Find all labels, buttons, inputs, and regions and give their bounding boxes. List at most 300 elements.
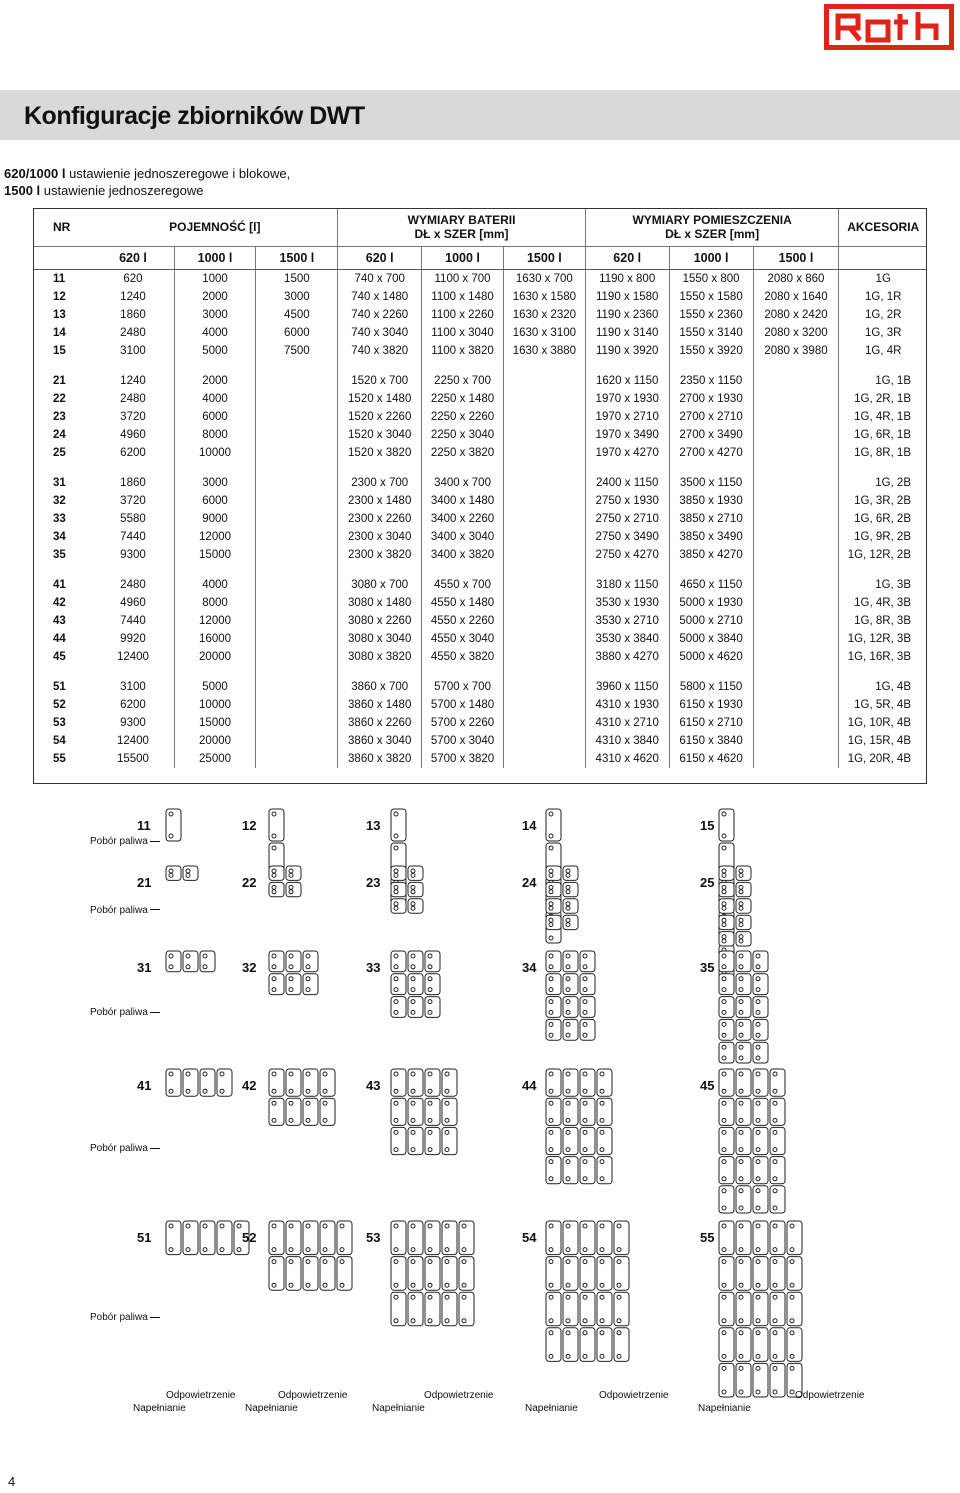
table-cell	[256, 426, 338, 444]
tank-shape	[166, 951, 181, 972]
tank-shape	[546, 882, 561, 896]
table-cell: 3080 x 3040	[338, 630, 422, 648]
table-cell: 2750 x 1930	[585, 492, 669, 510]
tank-shape	[286, 1221, 301, 1255]
tank-shape	[320, 1257, 335, 1291]
table-cell	[503, 546, 585, 564]
row-nr: 22	[53, 393, 66, 405]
diagram-label: 34	[522, 960, 537, 975]
tank-shape	[269, 809, 284, 841]
table-cell: 1100 x 3040	[422, 324, 504, 342]
tank-shape	[736, 866, 751, 880]
diagram-label: 31	[137, 960, 152, 975]
table-cell: 2000	[174, 372, 256, 390]
table-cell: 1G, 6R, 1B	[839, 426, 927, 444]
diagram-label: 54	[522, 1230, 537, 1245]
tank-shape	[719, 1157, 734, 1184]
tank-shape	[719, 1069, 734, 1096]
table-row	[33, 648, 927, 666]
fuel-draw-label	[90, 1312, 160, 1323]
table-cell: 1190 x 2360	[585, 306, 669, 324]
table-cell: 1G, 3B	[839, 576, 927, 594]
row-nr: 21	[53, 375, 66, 387]
table-cell: 1550 x 1580	[669, 288, 753, 306]
table-row	[33, 474, 927, 492]
table-cell: 3850 x 3490	[669, 528, 753, 546]
tank-shape	[303, 1257, 318, 1291]
tank-diagram	[545, 1068, 615, 1187]
table-cell: 4500	[256, 306, 338, 324]
arrow-icon	[150, 1317, 160, 1318]
table-cell: 12000	[174, 612, 256, 630]
arrow-icon	[150, 909, 160, 910]
table-cell: 4550 x 2260	[422, 612, 504, 630]
table-cell	[503, 732, 585, 750]
header-nr: NR	[33, 208, 92, 247]
tank-shape	[546, 1221, 561, 1255]
tank-shape	[320, 1098, 335, 1125]
table-cell: 3080 x 3820	[338, 648, 422, 666]
table-row	[33, 750, 927, 768]
table-cell: 20000	[174, 732, 256, 750]
tank-diagram	[545, 865, 581, 933]
tank-shape	[770, 1098, 785, 1125]
tank-shape	[770, 1221, 785, 1255]
diagram-label: 45	[700, 1078, 715, 1093]
table-cell: 2480	[120, 393, 146, 405]
table-cell: 1G, 1R	[839, 288, 927, 306]
table-cell: 1550 x 3140	[669, 324, 753, 342]
table-cell: 6000	[174, 408, 256, 426]
tank-shape	[546, 809, 561, 841]
tank-diagram	[390, 950, 443, 1020]
tank-shape	[217, 1069, 232, 1096]
table-row	[33, 372, 927, 390]
subheader-0: 620 l	[92, 247, 174, 270]
tank-shape	[719, 1221, 734, 1255]
table-cell: 740 x 3040	[338, 324, 422, 342]
tank-shape	[425, 974, 440, 995]
tank-shape	[736, 899, 751, 913]
tank-shape	[753, 974, 768, 995]
subtitle	[4, 165, 290, 199]
table-cell: 1100 x 2260	[422, 306, 504, 324]
table-cell: 3880 x 4270	[585, 648, 669, 666]
table-cell: 1G, 2R, 1B	[839, 390, 927, 408]
table-cell: 15500	[116, 753, 149, 765]
tank-shape	[391, 1292, 406, 1326]
table-cell	[753, 732, 839, 750]
group-gap	[33, 462, 927, 474]
table-cell	[753, 474, 839, 492]
subheader-6: 620 l	[585, 247, 669, 270]
row-nr: 41	[53, 579, 66, 591]
table-cell	[753, 696, 839, 714]
subheader-4: 1000 l	[422, 247, 504, 270]
tank-shape	[736, 1328, 751, 1362]
tank-shape	[770, 1363, 785, 1397]
tank-shape	[614, 1292, 629, 1326]
table-cell: 1G, 4R	[839, 342, 927, 360]
tank-shape	[563, 1292, 578, 1326]
diagram-label: 42	[242, 1078, 257, 1093]
tank-shape	[337, 1221, 352, 1255]
table-cell: 4960	[120, 429, 146, 441]
header-battery	[338, 208, 586, 247]
tank-diagram	[390, 1220, 477, 1329]
table-cell: 1G, 4R, 3B	[839, 594, 927, 612]
tank-shape	[425, 997, 440, 1018]
tank-shape	[563, 882, 578, 896]
tank-shape	[425, 1221, 440, 1255]
subtitle-line1-bold: 620/1000 l	[4, 166, 66, 181]
table-cell: 1G, 10R, 4B	[839, 714, 927, 732]
table-cell: 1100 x 3820	[422, 342, 504, 360]
table-cell: 7500	[256, 342, 338, 360]
table-cell: 2250 x 2260	[422, 408, 504, 426]
subheader-5: 1500 l	[503, 247, 585, 270]
tank-shape	[286, 1257, 301, 1291]
table-cell	[503, 750, 585, 768]
tank-shape	[546, 1328, 561, 1362]
tank-shape	[753, 1363, 768, 1397]
table-cell	[503, 372, 585, 390]
table-cell: 25000	[174, 750, 256, 768]
tank-shape	[408, 899, 423, 913]
tank-shape	[770, 1069, 785, 1096]
tank-shape	[719, 809, 734, 841]
tank-shape	[614, 1328, 629, 1362]
tank-shape	[787, 1221, 802, 1255]
table-cell	[503, 696, 585, 714]
table-cell: 1190 x 1580	[585, 288, 669, 306]
tank-shape	[546, 1019, 561, 1040]
table-cell: 2300 x 3040	[338, 528, 422, 546]
table-row	[33, 324, 927, 342]
tank-shape	[580, 1292, 595, 1326]
table-cell: 2250 x 3040	[422, 426, 504, 444]
table-cell: 4310 x 3840	[585, 732, 669, 750]
tank-shape	[183, 1221, 198, 1255]
subheader-7: 1000 l	[669, 247, 753, 270]
tank-shape	[166, 809, 181, 841]
table-cell: 3080 x 700	[338, 576, 422, 594]
tank-shape	[580, 951, 595, 972]
table-cell: 2000	[174, 288, 256, 306]
tank-shape	[391, 997, 406, 1018]
row-nr: 34	[53, 531, 66, 543]
vent-label: Odpowietrzenie	[599, 1390, 669, 1401]
table-cell: 1240	[120, 375, 146, 387]
tank-shape	[303, 1069, 318, 1096]
table-cell	[753, 408, 839, 426]
table-row	[33, 306, 927, 324]
table-cell: 15000	[174, 714, 256, 732]
table-cell	[503, 426, 585, 444]
row-nr: 14	[53, 327, 66, 339]
tank-shape	[580, 1019, 595, 1040]
table-cell	[753, 426, 839, 444]
tank-shape	[391, 974, 406, 995]
table-cell: 3400 x 2260	[422, 510, 504, 528]
table-cell	[256, 492, 338, 510]
table-cell: 1620 x 1150	[585, 372, 669, 390]
tank-shape	[736, 974, 751, 995]
table-cell: 10000	[174, 444, 256, 462]
table-cell: 4000	[174, 324, 256, 342]
tank-shape	[425, 951, 440, 972]
table-cell: 1G, 15R, 4B	[839, 732, 927, 750]
table-cell: 4000	[174, 390, 256, 408]
table-cell: 6000	[256, 324, 338, 342]
tank-shape	[269, 882, 284, 896]
table-cell: 2080 x 860	[753, 270, 839, 289]
table-cell: 15000	[174, 546, 256, 564]
table-cell: 3530 x 3840	[585, 630, 669, 648]
diagram-label: 53	[366, 1230, 381, 1245]
fuel-draw-text: Pobór paliwa	[90, 1007, 148, 1019]
table-cell	[753, 576, 839, 594]
tank-shape	[736, 1292, 751, 1326]
tank-shape	[736, 1221, 751, 1255]
diagram-label: 25	[700, 875, 715, 890]
table-cell	[256, 528, 338, 546]
tank-shape	[269, 974, 284, 995]
tank-shape	[217, 1221, 232, 1255]
table-cell: 1G, 12R, 3B	[839, 630, 927, 648]
tank-shape	[303, 951, 318, 972]
table-row	[33, 714, 927, 732]
tank-shape	[614, 1221, 629, 1255]
tank-shape	[166, 1221, 181, 1255]
row-nr: 43	[53, 615, 66, 627]
table-cell	[503, 528, 585, 546]
table-cell	[256, 714, 338, 732]
tank-shape	[563, 1019, 578, 1040]
table-row	[33, 444, 927, 462]
arrow-icon	[150, 841, 160, 842]
table-cell: 740 x 2260	[338, 306, 422, 324]
table-cell: 740 x 3820	[338, 342, 422, 360]
tank-shape	[391, 1127, 406, 1154]
tank-shape	[442, 1221, 457, 1255]
table-cell: 3400 x 3040	[422, 528, 504, 546]
header-battery-line1: WYMIARY BATERII	[407, 213, 516, 227]
row-nr: 42	[53, 597, 66, 609]
table-cell: 5700 x 1480	[422, 696, 504, 714]
table-cell: 2080 x 1640	[753, 288, 839, 306]
table-row	[33, 390, 927, 408]
tank-shape	[719, 882, 734, 896]
tank-shape	[736, 1157, 751, 1184]
table-cell: 1970 x 1930	[585, 390, 669, 408]
tank-shape	[286, 1098, 301, 1125]
table-cell: 1630 x 700	[503, 270, 585, 289]
table-row	[33, 270, 927, 289]
diagram-label: 51	[137, 1230, 152, 1245]
page-number: 4	[8, 1474, 16, 1489]
tank-shape	[563, 1221, 578, 1255]
table-cell	[256, 372, 338, 390]
table-cell: 1630 x 2320	[503, 306, 585, 324]
table-cell: 3000	[174, 306, 256, 324]
tank-shape	[753, 1098, 768, 1125]
tank-shape	[770, 1292, 785, 1326]
tank-shape	[269, 951, 284, 972]
fill-label: Napełnianie	[372, 1403, 425, 1414]
table-cell: 10000	[174, 696, 256, 714]
table-row	[33, 492, 927, 510]
tank-shape	[563, 1157, 578, 1184]
table-cell: 2700 x 1930	[669, 390, 753, 408]
tank-shape	[753, 997, 768, 1018]
tank-shape	[286, 1069, 301, 1096]
tank-shape	[391, 951, 406, 972]
table-row	[33, 732, 927, 750]
table-cell: 3850 x 1930	[669, 492, 753, 510]
table-cell: 5000	[174, 342, 256, 360]
table-cell	[753, 510, 839, 528]
tank-shape	[597, 1221, 612, 1255]
table-cell: 1860	[120, 477, 146, 489]
subheader-row	[33, 247, 927, 270]
tank-shape	[546, 866, 561, 880]
tank-shape	[408, 1098, 423, 1125]
subtitle-line2: ustawienie jednoszeregowe	[40, 183, 204, 198]
tank-shape	[408, 1221, 423, 1255]
tank-shape	[269, 1257, 284, 1291]
tank-shape	[580, 1221, 595, 1255]
table-cell: 1500	[256, 270, 338, 289]
tank-shape	[563, 1098, 578, 1125]
row-nr: 23	[53, 411, 66, 423]
table-cell: 2080 x 3200	[753, 324, 839, 342]
table-cell: 3720	[120, 411, 146, 423]
tank-shape	[337, 1257, 352, 1291]
tank-shape	[459, 1257, 474, 1291]
header-room-line2: DŁ x SZER [mm]	[665, 227, 760, 241]
table-cell: 5000 x 2710	[669, 612, 753, 630]
table-cell	[256, 630, 338, 648]
table-cell: 2750 x 4270	[585, 546, 669, 564]
table-cell: 3080 x 2260	[338, 612, 422, 630]
tank-shape	[719, 1292, 734, 1326]
tank-shape	[442, 1069, 457, 1096]
table-cell	[256, 750, 338, 768]
tank-shape	[391, 1221, 406, 1255]
tank-shape	[580, 1157, 595, 1184]
table-cell: 2080 x 3980	[753, 342, 839, 360]
tank-shape	[546, 899, 561, 913]
table-cell	[753, 594, 839, 612]
table-row	[33, 546, 927, 564]
tank-shape	[719, 997, 734, 1018]
table-cell: 2700 x 2710	[669, 408, 753, 426]
table-cell: 2300 x 3820	[338, 546, 422, 564]
tank-shape	[425, 1127, 440, 1154]
diagram-label: 12	[242, 818, 257, 833]
table-cell: 4310 x 1930	[585, 696, 669, 714]
table-cell: 5000 x 3840	[669, 630, 753, 648]
table-cell: 6150 x 1930	[669, 696, 753, 714]
tank-shape	[753, 1221, 768, 1255]
table-cell	[256, 408, 338, 426]
tank-shape	[303, 1221, 318, 1255]
tank-shape	[719, 932, 734, 946]
tank-shape	[736, 1042, 751, 1063]
diagram-label: 44	[522, 1078, 537, 1093]
tank-shape	[753, 1069, 768, 1096]
table-cell	[503, 510, 585, 528]
row-nr: 32	[53, 495, 66, 507]
tank-shape	[736, 1363, 751, 1397]
table-cell: 3400 x 3820	[422, 546, 504, 564]
table-cell	[753, 528, 839, 546]
table-cell: 5700 x 3040	[422, 732, 504, 750]
table-cell: 1G, 20R, 4B	[839, 750, 927, 768]
table-cell: 5000	[174, 678, 256, 696]
table-cell: 1G, 4R, 1B	[839, 408, 927, 426]
group-gap	[33, 360, 927, 372]
subtitle-line1: ustawienie jednoszeregowe i blokowe,	[65, 166, 291, 181]
table-cell	[256, 546, 338, 564]
vent-label: Odpowietrzenie	[278, 1390, 348, 1401]
table-cell: 2400 x 1150	[585, 474, 669, 492]
header-capacity: POJEMNOŚĆ [l]	[92, 208, 337, 247]
table-cell: 3500 x 1150	[669, 474, 753, 492]
tank-shape	[408, 866, 423, 880]
table-row	[33, 630, 927, 648]
arrow-icon	[150, 1012, 160, 1013]
tank-shape	[719, 866, 734, 880]
subheader-3: 620 l	[338, 247, 422, 270]
table-cell: 4550 x 1480	[422, 594, 504, 612]
tank-shape	[770, 1127, 785, 1154]
table-cell: 2300 x 2260	[338, 510, 422, 528]
tank-shape	[770, 1157, 785, 1184]
tank-shape	[442, 1127, 457, 1154]
table-row	[33, 678, 927, 696]
tank-shape	[546, 1292, 561, 1326]
table-cell: 8000	[174, 426, 256, 444]
table-cell	[753, 372, 839, 390]
tank-shape	[546, 997, 561, 1018]
table-cell: 2480	[120, 327, 146, 339]
tank-shape	[563, 951, 578, 972]
subheader-empty	[33, 247, 92, 270]
tank-shape	[753, 1019, 768, 1040]
diagram-label: 24	[522, 875, 537, 890]
table-cell	[256, 696, 338, 714]
table-cell: 2250 x 3820	[422, 444, 504, 462]
table-cell	[753, 630, 839, 648]
tank-shape	[563, 997, 578, 1018]
table-cell: 3080 x 1480	[338, 594, 422, 612]
table-cell: 9920	[120, 633, 146, 645]
tank-shape	[614, 1257, 629, 1291]
row-nr: 53	[53, 717, 66, 729]
table-cell: 6000	[174, 492, 256, 510]
table-cell	[753, 390, 839, 408]
table-cell: 1970 x 4270	[585, 444, 669, 462]
table-cell: 2250 x 1480	[422, 390, 504, 408]
table-cell: 3860 x 700	[338, 678, 422, 696]
table-cell: 3000	[256, 288, 338, 306]
table-cell: 3100	[120, 345, 146, 357]
table-cell	[753, 546, 839, 564]
tank-shape	[736, 1019, 751, 1040]
table-cell: 1G, 2R	[839, 306, 927, 324]
